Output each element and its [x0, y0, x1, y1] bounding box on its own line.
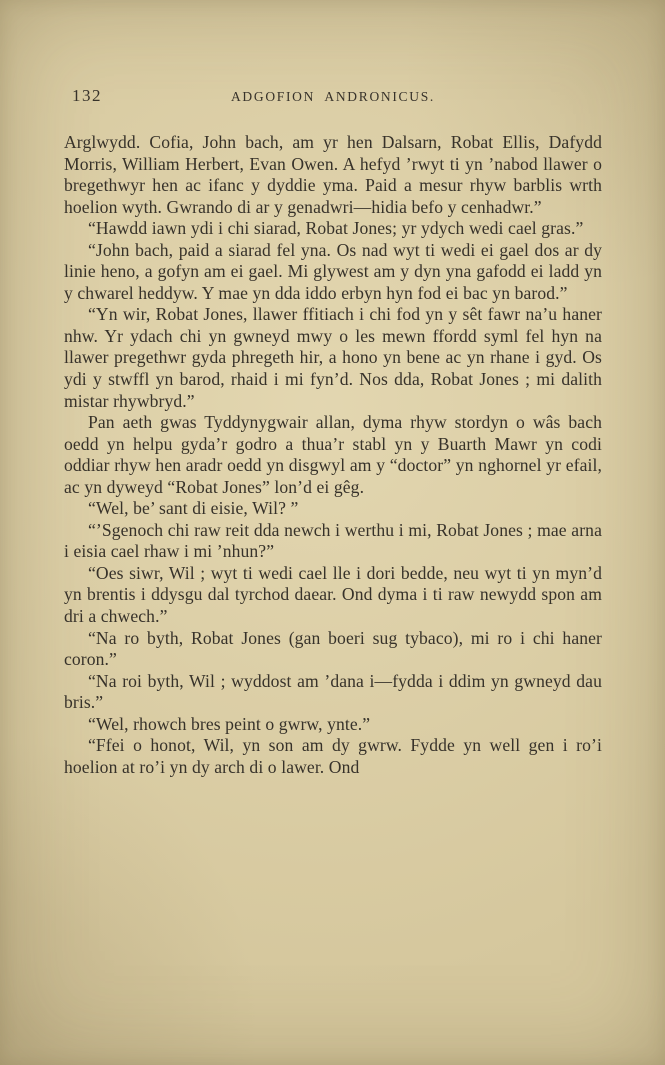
paragraph: “Na roi byth, Wil ; wyddost am ’dana i—fydda i ddim yn gwneyd dau bris.”	[64, 670, 602, 713]
running-title: ADGOFION ANDRONICUS.	[230, 89, 435, 104]
paragraph: “Wel, be’ sant di eisie, Wil? ”	[88, 498, 299, 519]
paragraph: “Yn wir, Robat Jones, llawer ffitiach i chi fod yn y sêt fawr na’u haner nhw. Yr ydach chi yn gwneyd mwy o les mewn ffordd syml fel hyn na llawer pregethwr gyda phregeth hir, a hono yn bene ac yn rhane i gyd. Os ydi y stwffl yn barod, rhaid i mi fyn’d. Nos dda, Robat Jones ; mi dalith mistar rhywbryd.”	[64, 304, 602, 411]
page-header	[64, 86, 602, 108]
paragraph: “Hawdd iawn ydi i chi siarad, Robat Jones; yr ydych wedi cael gras.”	[88, 218, 584, 239]
paragraph: Arglwydd. Cofia, John bach, am yr hen Dalsarn, Robat Ellis, Dafydd Morris, William Herbert, Evan Owen. A hefyd ’rwyt ti yn ’nabod llawer o bregethwyr hen ac ifanc y dyddie yma. Paid a mesur rhyw barblis wrth hoelion wyth. Gwrando di ar y genadwri—hidia befo y cenhadwr.”	[64, 132, 602, 217]
page-body	[64, 132, 602, 778]
paragraph: “John bach, paid a siarad fel yna. Os nad wyt ti wedi ei gael dos ar dy linie heno, a gofyn am ei gael. Mi glywest am y dyn yna gafodd ei ladd yn y chwarel heddyw. Y mae yn dda iddo erbyn hyn fod ei bac yn barod.”	[64, 239, 602, 303]
paragraph: “Oes siwr, Wil ; wyt ti wedi cael lle i dori bedde, neu wyt ti yn myn’d yn brentis i ddysgu dal tyrchod daear. Ond dyma i ti raw newydd spon am dri a chwech.”	[64, 562, 602, 627]
paragraph: “Wel, rhowch bres peint o gwrw, ynte.”	[88, 713, 371, 734]
page-number: 132	[72, 86, 102, 105]
paragraph: “Na ro byth, Robat Jones (gan boeri sug tybaco), mi ro i chi haner coron.”	[64, 627, 602, 670]
paragraph: “Ffei o honot, Wil, yn son am dy gwrw. Fydde yn well gen i ro’i hoelion at ro’i yn dy arch di o lawer. Ond	[64, 735, 602, 777]
paragraph: Pan aeth gwas Tyddynygwair allan, dyma rhyw stordyn o wâs bach oedd yn helpu gyda’r godro a thua’r stabl yn y Buarth Mawr yn codi oddiar rhyw hen aradr oedd yn disgwyl am y “doctor” yn nghornel yr efail, ac yn dyweyd “Robat Jones” lon’d ei gêg.	[64, 412, 602, 497]
paragraph: “’Sgenoch chi raw reit dda newch i werthu i mi, Robat Jones ; mae arna i eisia cael rhaw i mi ’nhun?”	[64, 519, 602, 562]
